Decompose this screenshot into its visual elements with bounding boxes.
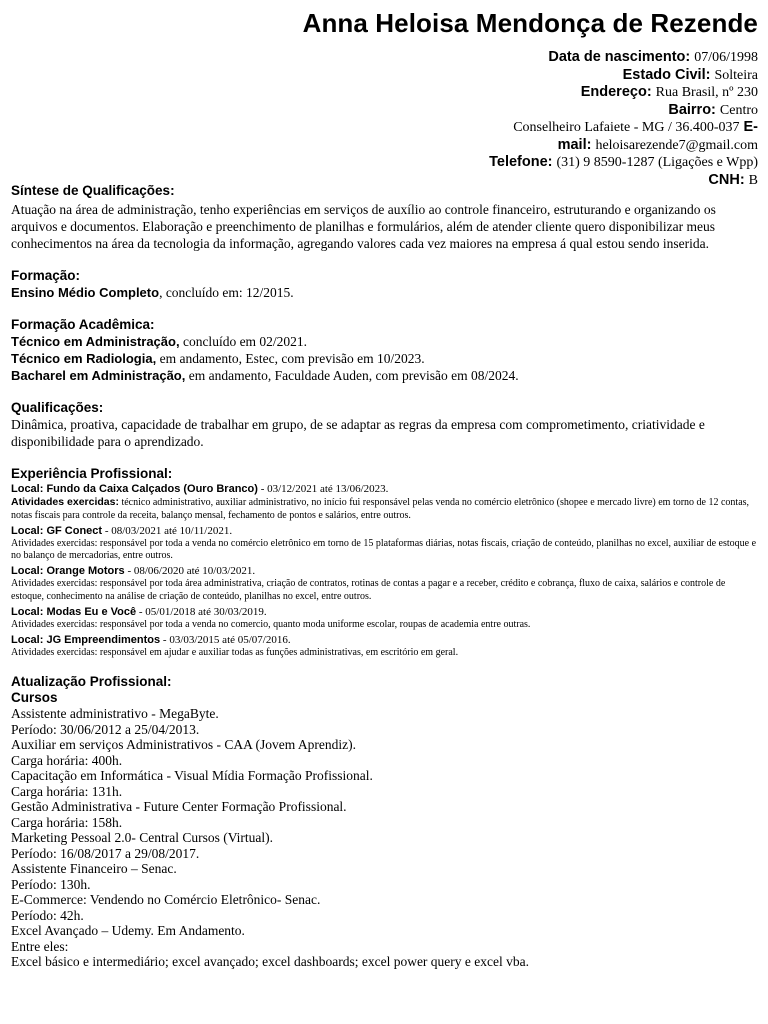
experience-title: Experiência Profissional:	[11, 466, 173, 481]
experience-place: Local: GF Conect	[11, 524, 103, 537]
academic-entry	[11, 333, 759, 350]
experience-place: Local: Modas Eu e Você	[11, 605, 137, 618]
experience-item	[11, 524, 759, 564]
course-line: Auxiliar em serviços Administrativos - CAA (Jovem Aprendiz).	[11, 737, 356, 753]
experience-period: - 03/03/2015 até 05/07/2016.	[160, 633, 291, 646]
experience-item	[11, 633, 759, 660]
experience-place: Local: Orange Motors	[11, 565, 125, 578]
address-value: Rua Brasil, nº 230	[655, 85, 758, 100]
course-line: Excel Avançado – Udemy. Em Andamento.	[11, 923, 245, 939]
experience-description: Atividades exercidas: responsável por toda área administrativa, criação de contratos, rotinas de contas a pagar e a receber, crédito e cobrança, fluxo de caixa, salários e controle de estoque, conhecimento na análise de criação de conteúdo, planilhas no excel, entre outros.	[11, 578, 726, 602]
district-value: Centro	[719, 102, 758, 118]
academic-course: Bacharel em Administração,	[11, 368, 186, 383]
summary-title: Síntese de Qualificações:	[11, 183, 175, 198]
course-line: Carga horária: 158h.	[11, 814, 123, 830]
course-line: Assistente Financeiro – Senac.	[11, 861, 177, 877]
academic-detail: em andamento, Estec, com previsão em 10/2023.	[156, 351, 425, 366]
phone-line	[338, 153, 758, 171]
address-line	[338, 83, 758, 101]
experience-place: Local: Fundo da Caixa Calçados (Ouro Branco)	[11, 483, 258, 495]
course-line: Marketing Pessoal 2.0- Central Cursos (Virtual).	[11, 830, 274, 846]
course-line: E-Commerce: Vendendo no Comércio Eletrônico- Senac.	[11, 892, 321, 908]
academic-entry	[11, 367, 759, 384]
summary-text: Atuação na área de administração, tenho experiências em serviços de auxílio ao controle financeiro, estruturando e organizando os arquivos e documentos. Elaboração e preenchimento de planilhas e formulários, além de atender cliente quero disponibilizar meus conhecimentos na área da tecnologia da informação, agregando valores cada vez maiores na empresa á qual estou sendo inserida.	[11, 202, 716, 251]
education-entry	[11, 284, 759, 301]
courses-subtitle: Cursos	[11, 690, 58, 706]
cnh-value: B	[748, 172, 758, 188]
course-line: Capacitação em Informática - Visual Mídia Formação Profissional.	[11, 768, 373, 784]
experience-period: - 08/03/2021 até 10/11/2021.	[102, 524, 233, 537]
academic-course: Técnico em Radiologia,	[11, 351, 157, 366]
cnh-label: CNH:	[708, 171, 745, 188]
qualifications-title: Qualificações:	[11, 400, 104, 415]
course-line: Carga horária: 400h.	[11, 752, 123, 768]
experience-period: - 05/01/2018 até 30/03/2019.	[136, 605, 267, 618]
experience-period: - 03/12/2021 até 13/06/2023.	[260, 483, 389, 495]
experience-item	[11, 564, 759, 604]
city-value: Conselheiro Lafaiete - MG / 36.400-037	[513, 120, 740, 135]
academic-detail: em andamento, Faculdade Auden, com previsão em 08/2024.	[185, 368, 519, 383]
civil-status-line	[338, 66, 758, 84]
candidate-name: Anna Heloisa Mendonça de Rezende	[302, 8, 758, 38]
qualifications-text: Dinâmica, proativa, capacidade de trabalhar em grupo, de se adaptar as regras da empresa com comprometimento, criatividade e disponibilidade para o aprendizado.	[11, 417, 705, 449]
experience-item	[11, 482, 759, 523]
course-line: Assistente administrativo - MegaByte.	[11, 706, 219, 722]
course-line: Gestão Administrativa - Future Center Formação Profissional.	[11, 799, 347, 815]
education-degree: Ensino Médio Completo	[11, 285, 160, 300]
city-line	[338, 118, 758, 136]
district-line	[338, 101, 758, 119]
birth-date-value: 07/06/1998	[694, 50, 758, 65]
courses-list	[11, 706, 759, 970]
civil-status-label: Estado Civil:	[622, 66, 711, 83]
course-line: Período: 42h.	[11, 907, 84, 923]
email-label-part2: mail:	[557, 136, 592, 153]
experience-description: Atividades exercidas: responsável por toda a venda no comercio, quanto moda uniforme escolar, roupas de academia entre outras.	[11, 618, 531, 630]
resume-body	[11, 183, 759, 970]
district-label: Bairro:	[668, 101, 716, 118]
email-label-part1: E-	[743, 119, 758, 135]
education-title: Formação:	[11, 268, 81, 283]
email-line	[338, 136, 758, 154]
experience-description: Atividades exercidas: responsável em ajudar e auxiliar todas as funções administrativas, em escritório em geral.	[11, 646, 459, 658]
course-line: Entre eles:	[11, 938, 69, 954]
academic-title: Formação Acadêmica:	[11, 317, 155, 332]
experience-header	[11, 524, 759, 538]
birth-date-label: Data de nascimento:	[548, 49, 691, 65]
course-line: Período: 16/08/2017 a 29/08/2017.	[11, 845, 200, 861]
course-line: Excel básico e intermediário; excel avançado; excel dashboards; excel power query e excel vba.	[11, 954, 530, 970]
course-line: Período: 30/06/2012 a 25/04/2013.	[11, 721, 200, 737]
course-line: Carga horária: 131h.	[11, 783, 123, 799]
academic-detail: concluído em 02/2021.	[179, 334, 308, 349]
contact-block	[338, 48, 758, 188]
experience-header	[11, 605, 759, 619]
email-value[interactable]: heloisarezende7@gmail.com	[595, 137, 758, 153]
experience-place: Local: JG Empreendimentos	[11, 633, 161, 646]
birth-date-line	[338, 48, 758, 66]
experience-activities-text: técnico administrativo, auxiliar administrativo, no início fui responsável pelas venda no comércio eletrônico (shopee e mercado livre) em torno de 12 contas, notas fiscais para controle da receita, balanço mensal, fechamento de pontos e salários, entre outros.	[11, 497, 750, 521]
civil-status-value: Solteira	[714, 67, 758, 83]
experience-header	[11, 564, 759, 578]
academic-entry	[11, 350, 759, 367]
experience-description: Atividades exercidas: responsável por toda a venda no comércio eletrônico em torno de 15 plataformas diárias, notas fiscais, criação de conteúdo, planilhas no excel, auxiliar de estoque e no balanço de mercadorias, entre outros.	[11, 537, 757, 562]
academic-course: Técnico em Administração,	[11, 334, 180, 349]
course-line: Período: 130h.	[11, 876, 91, 892]
updates-title: Atualização Profissional:	[11, 674, 172, 690]
experience-period: - 08/06/2020 até 10/03/2021.	[124, 565, 256, 578]
education-detail: , concluído em: 12/2015.	[159, 285, 294, 300]
experience-header	[11, 482, 759, 496]
phone-label: Telefone:	[489, 154, 553, 170]
address-label: Endereço:	[580, 84, 652, 100]
experience-item	[11, 605, 759, 632]
experience-description	[11, 496, 759, 523]
experience-activities-label: Atividades exercidas:	[11, 496, 119, 508]
experience-header	[11, 633, 759, 647]
phone-value: (31) 9 8590-1287 (Ligações e Wpp)	[556, 155, 758, 170]
